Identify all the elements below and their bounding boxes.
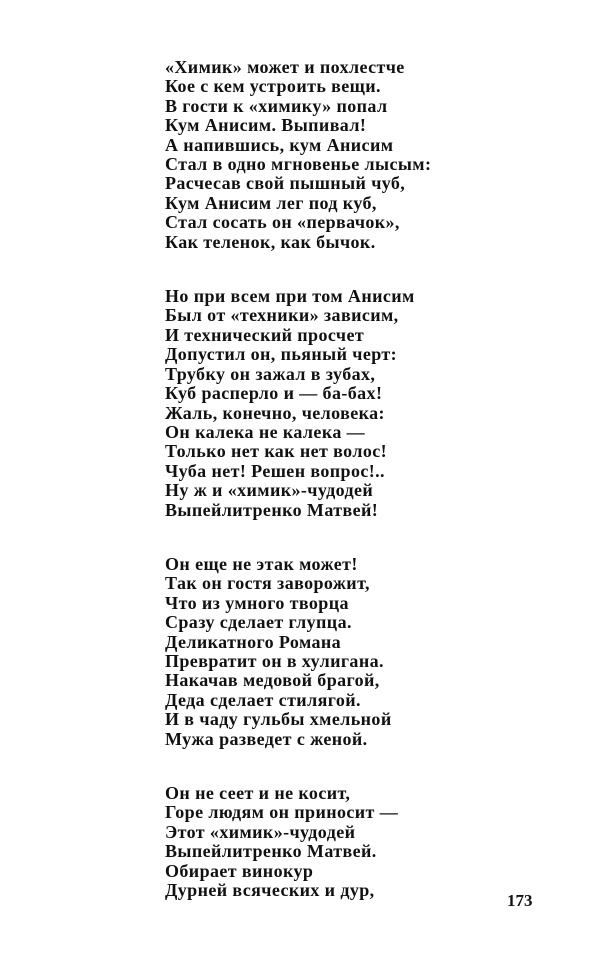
poem-text — [165, 58, 431, 935]
poem-line: Он калека не калека — — [165, 421, 366, 442]
poem-line: А напившись, кум Анисим — [165, 134, 394, 155]
poem-line: В гости к «химику» попал — [165, 95, 388, 116]
poem-line: Чуба нет! Решен вопрос!.. — [165, 460, 385, 481]
poem-line: Кое с кем устроить вещи. — [165, 76, 381, 97]
poem-line: Деликатного Романа — [165, 631, 342, 652]
poem-line: Только нет как нет волос! — [165, 441, 388, 462]
poem-line: Трубку он зажал в зубах, — [165, 363, 376, 384]
poem-line: «Химик» может и похлестче — [165, 57, 405, 77]
poem-line: Мужа разведет с женой. — [165, 728, 368, 749]
poem-line: И в чаду гульбы хмельной — [165, 709, 392, 730]
poem-line: Горе людям он приносит — — [165, 802, 399, 823]
poem-line: Так он гостя заворожит, — [165, 573, 370, 594]
poem-line: Стал в одно мгновенье лысым: — [165, 154, 432, 175]
poem-line: Кум Анисим лег под куб, — [165, 192, 377, 213]
poem-line: Куб расперло и — ба-бах! — [165, 383, 383, 404]
poem-line: Ну ж и «химик»-чудодей — [165, 480, 374, 501]
poem-line: Как теленок, как бычок. — [165, 231, 376, 252]
stanza — [165, 784, 431, 900]
poem-line: Расчесав свой пышный чуб, — [165, 173, 406, 194]
stanza — [165, 58, 431, 252]
stanza — [165, 555, 431, 749]
poem-line: Что из умного творца — [165, 592, 349, 613]
poem-line: Превратит он в хулигана. — [165, 650, 384, 671]
poem-line: Обирает винокур — [165, 860, 314, 881]
poem-line: Выпейлитренко Матвей. — [165, 841, 377, 862]
poem-line: Сразу сделает глупца. — [165, 612, 352, 633]
poem-line: Кум Анисим. Выпивал! — [165, 115, 367, 136]
poem-line: Допустил он, пьяный черт: — [165, 344, 398, 365]
poem-line: Стал сосать он «первачок», — [165, 212, 400, 233]
poem-line: Он не сеет и не косит, — [165, 783, 351, 803]
poem-line: Дурней всяческих и дур, — [165, 880, 375, 901]
poem-line: Жаль, конечно, человека: — [165, 402, 385, 423]
poem-line: Но при всем при том Анисим — [165, 286, 415, 307]
poem-line: Он еще не этак может! — [165, 553, 358, 574]
stanza — [165, 287, 431, 520]
poem-line: Выпейлитренко Матвей! — [165, 499, 379, 520]
poem-line: Накачав медовой брагой, — [165, 670, 380, 691]
poem-line: Этот «химик»-чудодей — [165, 821, 356, 842]
poem-line: Был от «техники» зависим, — [165, 305, 399, 326]
poem-line: И технический просчет — [165, 324, 365, 345]
poem-line: Деда сделает стилягой. — [165, 689, 361, 710]
page-number: 173 — [507, 891, 533, 910]
